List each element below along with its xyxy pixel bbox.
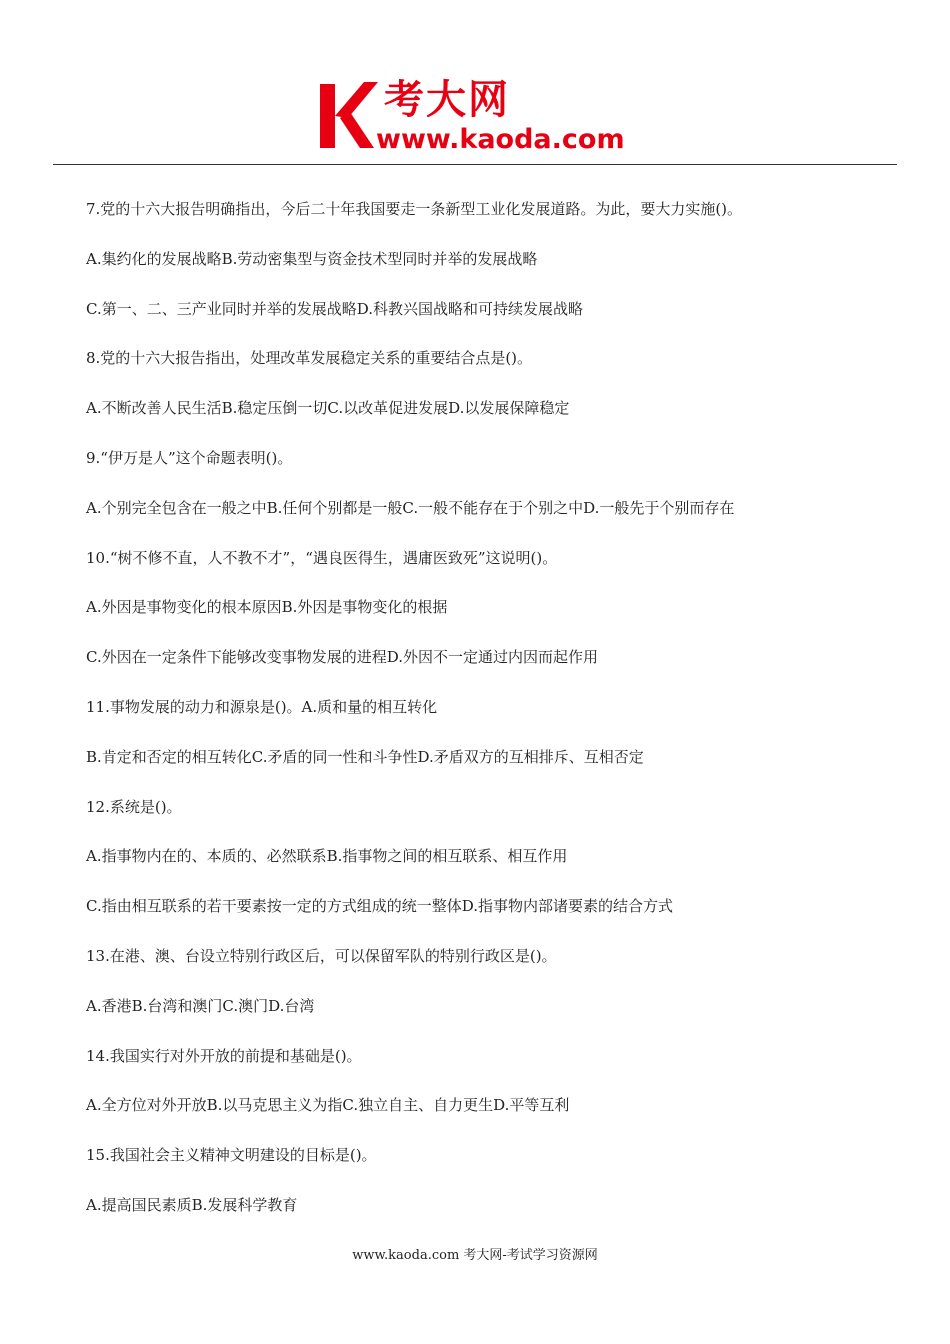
kaoda-logo[interactable] — [318, 78, 648, 160]
question-8-stem: 8.党的十六大报告指出，处理改革发展稳定关系的重要结合点是()。 — [86, 349, 533, 368]
question-14-stem: 14.我国实行对外开放的前提和基础是()。 — [86, 1046, 362, 1065]
logo-url-text: www.kaoda.com — [376, 124, 625, 155]
header-divider — [53, 164, 897, 165]
question-body — [86, 197, 896, 1243]
question-10-stem: 10.“树不修不直，人不教不才”，“遇良医得生，遇庸医致死”这说明()。 — [86, 548, 558, 567]
question-8-options: A.不断改善人民生活B.稳定压倒一切C.以改革促进发展D.以发展保障稳定 — [86, 399, 570, 418]
question-7-options-cd: C.第一、二、三产业同时并举的发展战略D.科教兴国战略和可持续发展战略 — [86, 299, 583, 318]
question-14-options: A.全方位对外开放B.以马克思主义为指C.独立自主、自力更生D.平等互利 — [86, 1096, 570, 1115]
question-7-options-ab: A.集约化的发展战略B.劳动密集型与资金技术型同时并举的发展战略 — [86, 249, 538, 268]
logo-chinese-text: 考大网 — [384, 77, 510, 123]
logo-k-icon — [318, 78, 380, 150]
question-12-options-ab: A.指事物内在的、本质的、必然联系B.指事物之间的相互联系、相互作用 — [86, 847, 568, 866]
question-12-options-cd: C.指由相互联系的若干要素按一定的方式组成的统一整体D.指事物内部诸要素的结合方式 — [86, 897, 673, 916]
question-12-stem: 12.系统是()。 — [86, 797, 182, 816]
question-9-options: A.个别完全包含在一般之中B.任何个别都是一般C.一般不能存在于个别之中D.一般先于个别而存在 — [86, 498, 735, 517]
question-7-stem: 7.党的十六大报告明确指出，今后二十年我国要走一条新型工业化发展道路。为此，要大力实施()。 — [86, 200, 743, 218]
question-15-stem: 15.我国社会主义精神文明建设的目标是()。 — [86, 1146, 377, 1165]
question-15-options: A.提高国民素质B.发展科学教育 — [86, 1195, 298, 1214]
question-13-stem: 13.在港、澳、台设立特别行政区后，可以保留军队的特别行政区是()。 — [86, 946, 557, 965]
question-10-options-cd: C.外因在一定条件下能够改变事物发展的进程D.外因不一定通过内因而起作用 — [86, 648, 598, 667]
question-11-options: B.肯定和否定的相互转化C.矛盾的同一性和斗争性D.矛盾双方的互相排斥、互相否定 — [86, 747, 644, 766]
question-11-stem: 11.事物发展的动力和源泉是()。A.质和量的相互转化 — [86, 697, 438, 716]
question-13-options: A.香港B.台湾和澳门C.澳门D.台湾 — [86, 996, 315, 1015]
question-9-stem: 9.“伊万是人”这个命题表明()。 — [86, 448, 293, 467]
page-header — [0, 0, 950, 166]
question-10-options-ab: A.外因是事物变化的根本原因B.外因是事物变化的根据 — [86, 598, 448, 617]
page-footer: www.kaoda.com 考大网-考试学习资源网 — [352, 1248, 598, 1263]
